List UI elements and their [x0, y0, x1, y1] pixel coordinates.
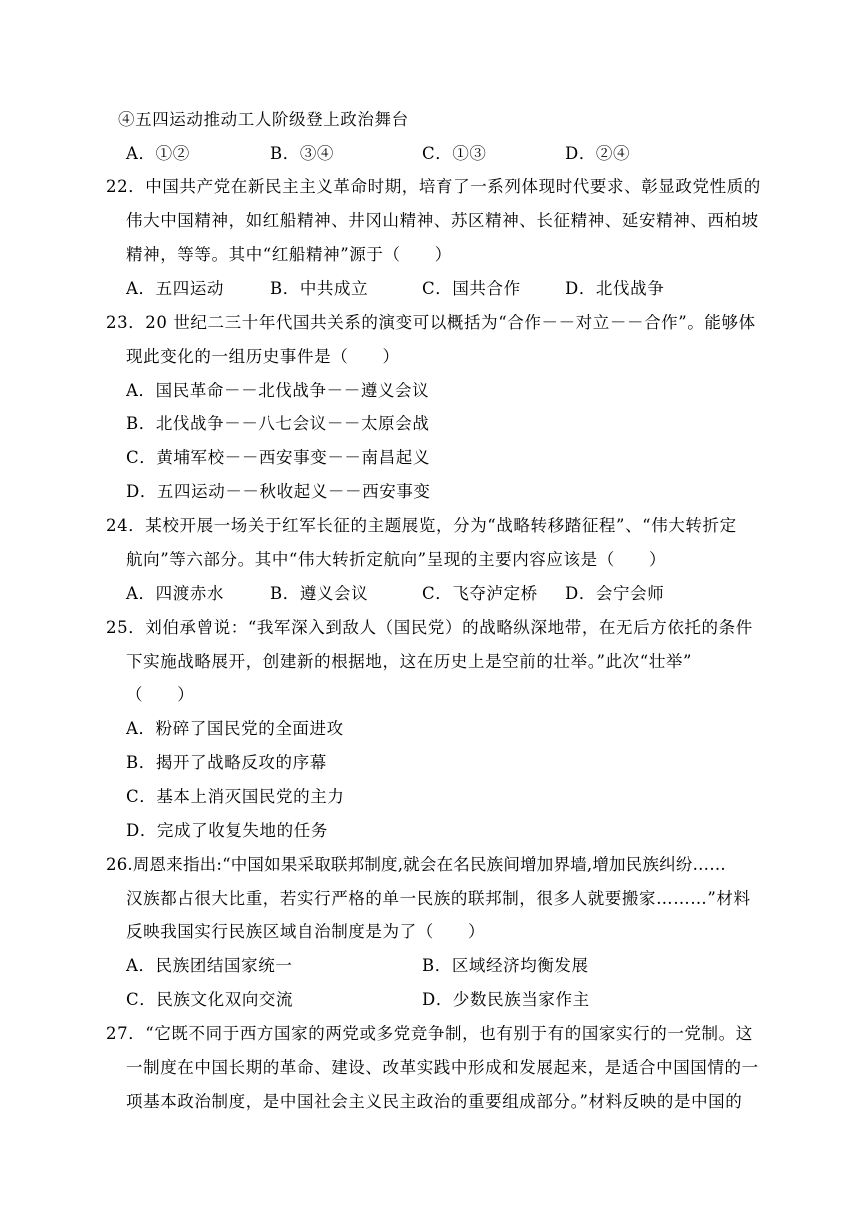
q23-stem-line-1: 23．20 世纪二三十年代国共关系的演变可以概括为“合作－－对立－－合作”。能够体 [106, 313, 756, 332]
q23-option-c: C．黄埔军校－－西安事变－－南昌起义 [126, 448, 430, 467]
q22-option-d: D．北伐战争 [565, 279, 665, 298]
q26-option-a: A．民族团结国家统一 [126, 956, 293, 975]
q21-option-c: C．①③ [422, 144, 487, 163]
q26-stem-line-3: 反映我国实行民族区域自治制度是为了（ ） [126, 922, 486, 941]
q24-option-d: D．会宁会师 [565, 584, 665, 603]
q21-option-b: B．③④ [270, 144, 335, 163]
q24-stem-line-1: 24．某校开展一场关于红军长征的主题展览，分为“战略转移踏征程”、“伟大转折定 [106, 516, 737, 535]
q25-stem-line-2: 下实施战略展开，创建新的根据地，这在历史上是空前的壮举。”此次“壮举” [126, 652, 693, 671]
q25-option-d: D．完成了收复失地的任务 [126, 821, 328, 840]
q26-stem-line-2: 汉族都占很大比重，若实行严格的单一民族的联邦制，很多人就要搬家………”材料 [126, 889, 751, 908]
q27-stem-line-3: 项基本政治制度，是中国社会主义民主政治的重要组成部分。”材料反映的是中国的 [126, 1092, 743, 1111]
q25-stem-line-3: （ ） [126, 685, 195, 704]
q22-stem-line-2: 伟大中国精神，如红船精神、井冈山精神、苏区精神、长征精神、延安精神、西柏坡 [126, 211, 759, 230]
q25-option-c: C．基本上消灭国民党的主力 [126, 787, 345, 806]
q22-option-c: C．国共合作 [422, 279, 521, 298]
q23-stem-line-2: 现此变化的一组历史事件是（ ） [126, 347, 400, 366]
q23-option-d: D．五四运动－－秋收起义－－西安事变 [126, 482, 431, 501]
q24-option-c: C．飞夺泸定桥 [422, 584, 538, 603]
q27-stem-line-1: 27．“它既不同于西方国家的两党或多党竞争制，也有别于有的国家实行的一党制。这 [106, 1024, 753, 1043]
q24-stem-line-2: 航向”等六部分。其中“伟大转折定航向”呈现的主要内容应该是（ ） [126, 550, 667, 569]
q27-stem-line-2: 一制度在中国长期的革命、建设、改革实践中形成和发展起来，是适合中国国情的一 [126, 1058, 759, 1077]
q21-option-d: D．②④ [565, 144, 631, 163]
q26-option-d: D．少数民族当家作主 [422, 990, 590, 1009]
q26-option-c: C．民族文化双向交流 [126, 990, 294, 1009]
q26-option-b: B．区域经济均衡发展 [422, 956, 589, 975]
q24-option-a: A．四渡赤水 [126, 584, 225, 603]
q21-item-4: ④五四运动推动工人阶级登上政治舞台 [118, 110, 409, 129]
q22-option-a: A．五四运动 [126, 279, 225, 298]
q25-option-b: B．揭开了战略反攻的序幕 [126, 753, 327, 772]
q23-option-b: B．北伐战争－－八七会议－－太原会战 [126, 414, 430, 433]
q26-stem-line-1: 26.周恩来指出:“中国如果采取联邦制度,就会在名民族间增加界墙,增加民族纠纷…… [106, 855, 726, 874]
q25-option-a: A．粉碎了国民党的全面进攻 [126, 719, 344, 738]
q22-option-b: B．中共成立 [270, 279, 369, 298]
q24-option-b: B．遵义会议 [270, 584, 369, 603]
q23-option-a: A．国民革命－－北伐战争－－遵义会议 [126, 381, 430, 400]
q22-stem-line-1: 22．中国共产党在新民主主义革命时期，培育了一系列体现时代要求、彰显政党性质的 [106, 177, 761, 196]
q22-stem-line-3: 精神，等等。其中“红船精神”源于（ ） [126, 245, 452, 264]
q25-stem-line-1: 25．刘伯承曾说：“我军深入到敌人（国民党）的战略纵深地带，在无后方依托的条件 [106, 618, 753, 637]
q21-option-a: A．①② [126, 144, 190, 163]
